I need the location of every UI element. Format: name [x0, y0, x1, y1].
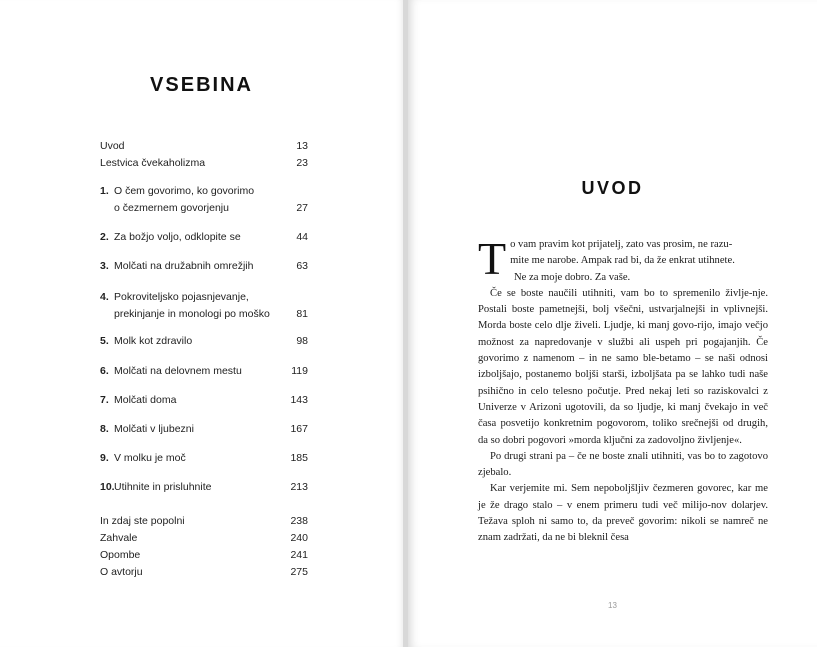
toc-entry-text: Uvod: [100, 140, 125, 152]
paragraph-line: o vam pravim kot prijatelj, zato vas prosim, ne razu-: [510, 239, 733, 250]
toc-page-number: 240: [290, 532, 308, 544]
toc-entry-text: O čem govorimo, ko govorimo: [114, 185, 255, 197]
toc-entry-label: [100, 363, 308, 380]
toc-entry-label: [100, 564, 308, 581]
toc-entry: [100, 258, 308, 275]
toc-entry: [100, 229, 308, 246]
chapter-body: [478, 233, 768, 547]
toc-page-number: 27: [296, 202, 308, 214]
toc-entry: [100, 421, 308, 438]
toc-page-number: 119: [291, 365, 308, 377]
toc-page-number: 185: [290, 452, 308, 464]
toc-entry-label: [100, 229, 308, 246]
toc-chapter-number: 1.: [100, 185, 109, 197]
toc-page-number: 13: [296, 140, 308, 152]
toc-page-number: 81: [296, 308, 308, 320]
toc-entry-text: Molčati v ljubezni: [114, 423, 194, 435]
toc-chapter-number: 10.: [100, 481, 115, 493]
toc-chapter-number: 8.: [100, 423, 109, 435]
toc-entry: [100, 450, 308, 467]
toc-entry-text: Molk kot zdravilo: [114, 335, 193, 347]
toc-chapter-number: 4.: [100, 291, 109, 303]
chapter-title: UVOD: [581, 178, 644, 198]
left-page: [0, 0, 403, 647]
toc-entry-label: [100, 289, 308, 306]
toc-title: VSEBINA: [150, 74, 253, 96]
toc-entry-text: Molčati doma: [114, 394, 177, 406]
toc-entry-text: Za božjo voljo, odklopite se: [114, 231, 241, 243]
toc-entry-text: Zahvale: [100, 532, 138, 544]
page-number: 13: [608, 601, 617, 610]
toc-entry: [100, 138, 308, 155]
toc-entry: [100, 479, 308, 496]
toc-chapter-number: 2.: [100, 231, 109, 243]
toc-entry: [100, 564, 308, 581]
toc-entry-label: [100, 138, 308, 155]
drop-cap: T: [478, 233, 507, 284]
right-page: [408, 0, 817, 647]
toc-entry-text: O avtorju: [100, 566, 143, 578]
toc-entry: [100, 289, 308, 323]
toc-entry-text: Molčati na družabnih omrežjih: [114, 260, 254, 272]
toc-entry-label: [100, 479, 308, 496]
toc-entry-label: [100, 392, 308, 409]
toc-page-number: 167: [290, 423, 308, 435]
toc-entry-label: [100, 333, 308, 350]
toc-page-number: 213: [290, 481, 308, 493]
toc-page-number: 143: [290, 394, 308, 406]
toc-entry-label: [100, 547, 308, 564]
toc-entry-text: Pokroviteljsko pojasnjevanje,: [114, 291, 249, 303]
toc-entry-label: [100, 183, 308, 200]
toc-page-number: 44: [296, 231, 308, 243]
toc-entry: [100, 363, 308, 380]
toc-chapter-number: 6.: [100, 365, 109, 377]
toc-chapter-number: 7.: [100, 394, 109, 406]
toc-page-number: 238: [290, 515, 308, 527]
toc-entry: [100, 547, 308, 564]
toc-entry-text: V molku je moč: [114, 452, 186, 464]
toc-entry-text: Opombe: [100, 549, 141, 561]
paragraph: Če se boste naučili utihniti, vam bo to spremenilo življe-nje. Postali boste pametnejši, bolj všečni, ustvarjalnejši in vplivnejši. Morda boste celo dlje živeli. Ljudje, ki manj govo-rijo, imajo večjo možnost za napredovanje v službi ali uspeh pri pogajanjih. Če govorimo z namenom – in ne samo ble-betamo – se naši odnosi izboljšajo, postanemo boljši starši, izboljšata pa se lahko tudi naše psihično in celo telesno počutje. Pred nekaj leti so raziskovalci z Univerze v Arizoni ugotovili, da so ljudje, ki manj čvekajo in več časa posvetijo konkretnim pogovorom, toliko srečnejši od drugih, da so dobri pogovori »morda ključni za zadovoljno življenje«.: [478, 287, 768, 446]
toc-entry-label: [100, 421, 308, 438]
toc-page-number: 23: [296, 157, 308, 169]
toc-entry-label: [100, 530, 308, 547]
toc-chapter-number: 3.: [100, 260, 109, 272]
toc-entry-text: Lestvica čvekaholizma: [100, 157, 206, 169]
toc-entry: [100, 155, 308, 172]
toc-page-number: 241: [290, 549, 308, 561]
toc-entry-label: [100, 513, 308, 530]
paragraph-line: mite me narobe. Ampak rad bi, da že enkrat utihnete.: [510, 255, 735, 267]
paragraph: Kar verjemite mi. Sem nepoboljšljiv čezmeren govorec, kar me je že drago stalo – v enem primeru tudi več milijo-nov dolarjev. Težava sploh ni samo to, da preveč govorim: nikoli se namreč ne znam zadržati, da ne bi bleknil česa: [478, 483, 768, 544]
toc-entry-text-continued: o čezmernem govorjenju: [114, 202, 229, 214]
toc-entry-label: [100, 155, 308, 172]
toc-entry-label: [100, 258, 308, 275]
toc-page-number: 98: [296, 335, 308, 347]
paragraph: Po drugi strani pa – če ne boste znali utihniti, vas bo to zagotovo zjebalo.: [478, 450, 768, 479]
toc-entry: [100, 183, 308, 217]
toc-page-number: 275: [290, 566, 308, 578]
toc-chapter-number: 9.: [100, 452, 109, 464]
toc-entry: [100, 392, 308, 409]
toc-entry-text-continued: prekinjanje in monologi po moško: [114, 308, 270, 320]
toc-entry-label: [100, 450, 308, 467]
toc-chapter-number: 5.: [100, 335, 109, 347]
toc-page-number: 63: [296, 260, 308, 272]
toc-entry: [100, 513, 308, 530]
toc-entry: [100, 333, 308, 350]
toc-entry-text: Utihnite in prisluhnite: [114, 481, 212, 493]
toc-entry-text: Molčati na delovnem mestu: [114, 365, 242, 377]
toc-entry-text: In zdaj ste popolni: [100, 515, 185, 527]
paragraph-line: Ne za moje dobro. Za vaše.: [514, 271, 631, 283]
toc-entry: [100, 530, 308, 547]
